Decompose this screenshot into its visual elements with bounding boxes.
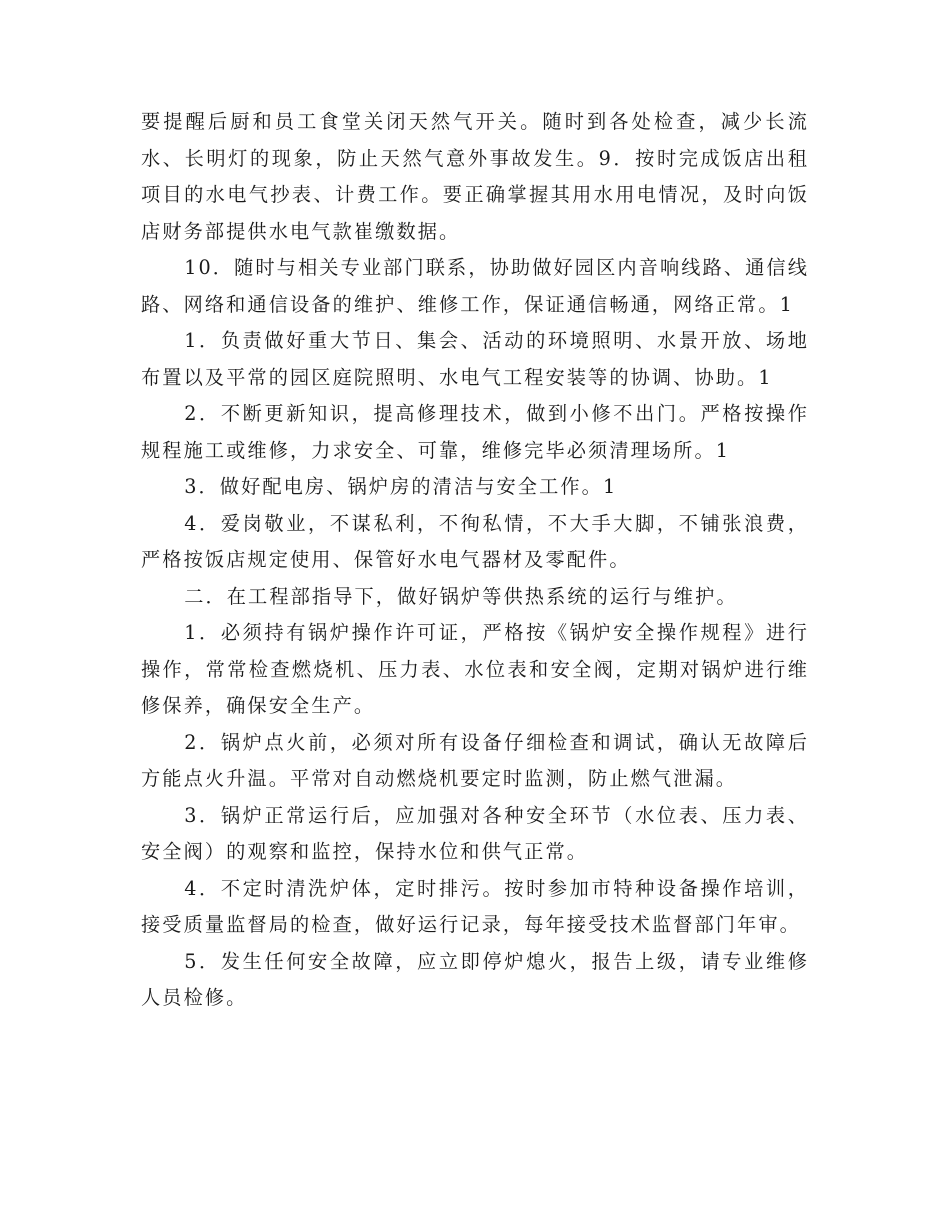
document-body: [141, 104, 809, 1017]
paragraph-9: 2．锅炉点火前，必须对所有设备仔细检查和调试，确认无故障后方能点火升温。平常对自动燃烧机要定时监测，防止燃气泄漏。: [141, 730, 809, 790]
paragraph-10: 3．锅炉正常运行后，应加强对各种安全环节（水位表、压力表、安全阀）的观察和监控，保持水位和供气正常。: [141, 803, 809, 863]
paragraph-8: 1．必须持有锅炉操作许可证，严格按《锅炉安全操作规程》进行操作，常常检查燃烧机、压力表、水位表和安全阀，定期对锅炉进行维修保养，确保安全生产。: [141, 621, 809, 717]
paragraph-4: 2．不断更新知识，提高修理技术，做到小修不出门。严格按操作规程施工或维修，力求安全、可靠，维修完毕必须清理场所。1: [141, 402, 809, 462]
paragraph-6: 4．爱岗敬业，不谋私利，不徇私情，不大手大脚，不铺张浪费，严格按饭店规定使用、保管好水电气器材及零配件。: [141, 511, 809, 571]
paragraph-11: 4．不定时清洗炉体，定时排污。按时参加市特种设备操作培训，接受质量监督局的检查，做好运行记录，每年接受技术监督部门年审。: [141, 876, 809, 936]
section-heading: 二．在工程部指导下，做好锅炉等供热系统的运行与维护。: [184, 584, 738, 608]
paragraph-5: 3．做好配电房、锅炉房的清洁与安全工作。1: [184, 475, 618, 498]
paragraph-2: 10．随时与相关专业部门联系，协助做好园区内音响线路、通信线路、网络和通信设备的维护、维修工作，保证通信畅通，网络正常。1: [141, 256, 809, 316]
paragraph-12: 5．发生任何安全故障，应立即停炉熄火，报告上级，请专业维修人员检修。: [141, 949, 809, 1009]
paragraph-3: 1．负责做好重大节日、集会、活动的环境照明、水景开放、场地布置以及平常的园区庭院照明、水电气工程安装等的协调、协助。1: [141, 329, 809, 389]
paragraph-1: 要提醒后厨和员工食堂关闭天然气开关。随时到各处检查，减少长流水、长明灯的现象，防止天然气意外事故发生。9．按时完成饭店出租项目的水电气抄表、计费工作。要正确掌握其用水用电情况，及时向饭店财务部提供水电气款崔缴数据。: [141, 110, 809, 243]
